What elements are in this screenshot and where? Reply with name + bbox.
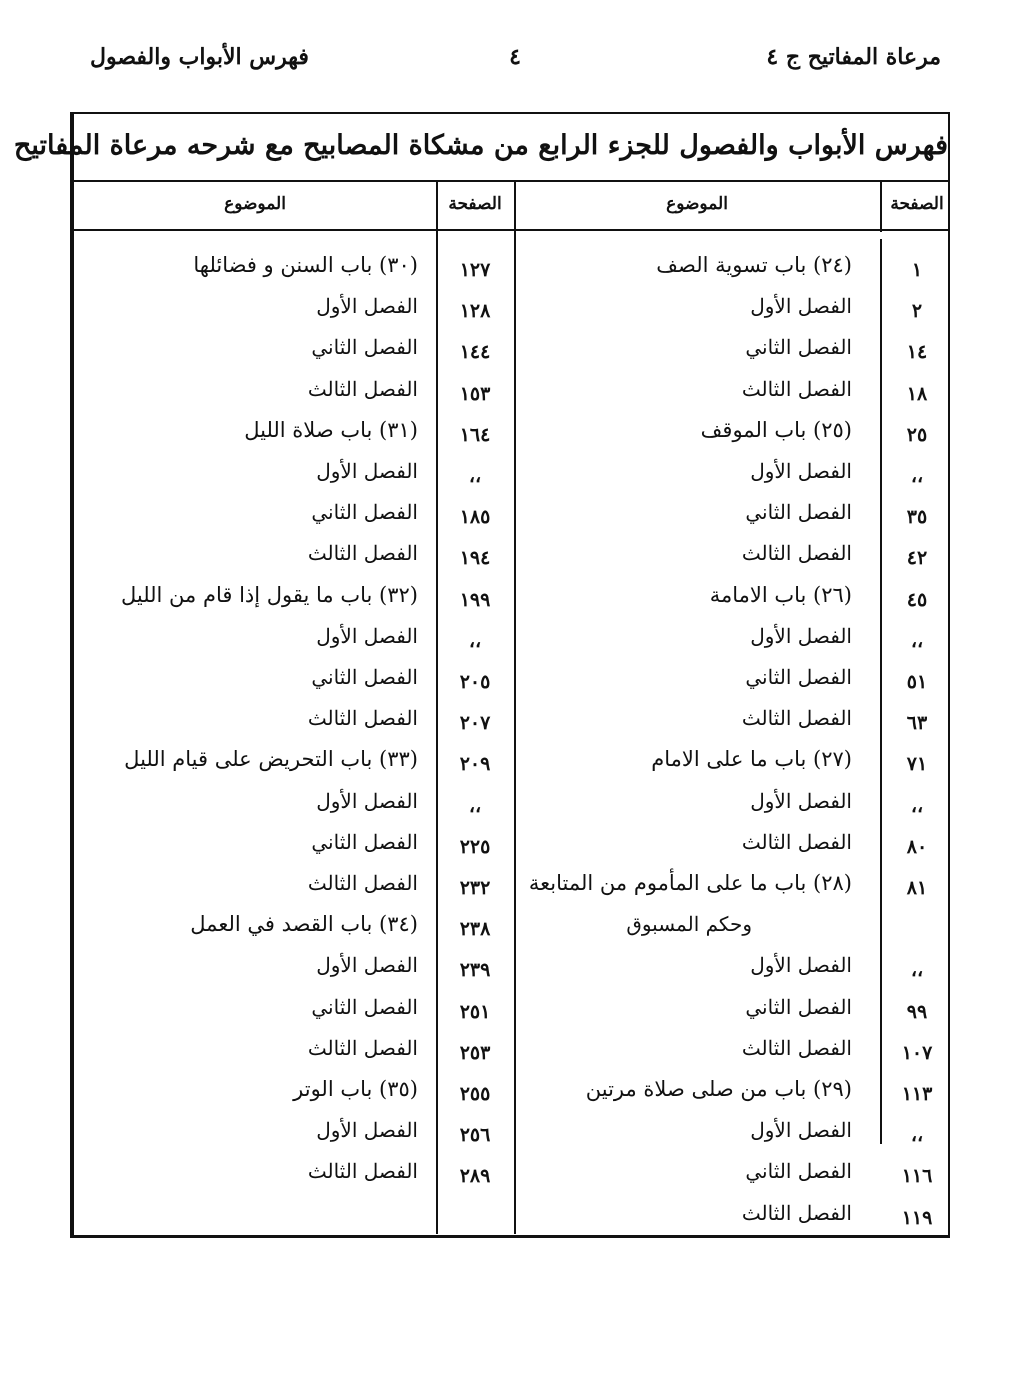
section-title: الفصل الأول (750, 1118, 852, 1143)
index-entry (74, 1034, 948, 1074)
entry-page-number: ،، (468, 794, 482, 817)
entry-page-number: ١٨٥ (459, 506, 491, 529)
section-title: الفصل الثالث (307, 871, 418, 895)
chapter-title: (٢٥) باب الموقف (700, 417, 852, 442)
entry-page-number: ٢٣٨ (459, 918, 491, 941)
entry-page-number: ٤٢ (906, 547, 928, 570)
section-title: الفصل الثاني (311, 994, 418, 1019)
section-title: الفصل الثالث (741, 1200, 852, 1225)
index-entry (74, 993, 948, 1033)
section-title: الفصل الثاني (745, 335, 852, 360)
section-title: الفصل الثاني (311, 500, 418, 525)
chapter-title-continuation: وحكم المسبوق (626, 912, 752, 937)
section-title: الفصل الثاني (311, 829, 418, 854)
chapter-title: (٢٦) باب الامامة (709, 582, 852, 607)
section-title: الفصل الثالث (741, 706, 852, 731)
section-title: الفصل الأول (316, 294, 418, 319)
chapter-title: (٣٣) باب التحريض على قيام الليل (124, 747, 418, 772)
col-header-page-left: الصفحة (448, 194, 502, 214)
index-entry (74, 457, 948, 497)
entry-page-number: ١٠٧ (901, 1041, 933, 1064)
entry-page-number: ١٢٨ (459, 300, 491, 323)
index-entry (74, 416, 948, 456)
section-title: الفصل الأول (750, 953, 852, 978)
index-table (13, 112, 950, 1238)
section-title: الفصل الأول (750, 459, 852, 483)
index-entry (74, 1199, 948, 1239)
chapter-title: (٣٠) باب السنن و فضائلها (193, 253, 418, 277)
section-title: الفصل الأول (316, 623, 418, 648)
section-title: الفصل الأول (750, 294, 852, 319)
chapter-title: (٢٨) باب ما على المأموم من المتابعة (528, 871, 852, 895)
section-title: الفصل الثالث (307, 706, 418, 731)
entry-page-number: ٢٠٧ (459, 712, 491, 735)
entry-page-number: ٥١ (906, 671, 928, 693)
col-header-topic-right: الموضوع (666, 194, 728, 214)
table-title: فهرس الأبواب والفصول للجزء الرابع من مشكاة المصابيح مع شرحه مرعاة المفاتيح (13, 130, 948, 161)
index-entry (74, 828, 948, 868)
section-title: الفصل الثاني (745, 665, 852, 689)
entry-page-number: ١٤٤ (459, 341, 491, 364)
entry-page-number: ،، (910, 465, 924, 487)
entry-page-number: ١١٩ (901, 1206, 933, 1229)
section-title: الفصل الأول (316, 953, 418, 978)
entry-page-number: ٢٠٩ (459, 753, 491, 776)
index-entry (74, 1116, 948, 1156)
entry-page-number: ٨٠ (906, 835, 928, 858)
index-entry (74, 333, 948, 373)
entry-page-number: ٢٣٢ (459, 877, 491, 899)
entry-page-number: ٦٣ (906, 712, 928, 735)
chapter-title: (٣٤) باب القصد في العمل (190, 912, 418, 937)
index-entry (74, 581, 948, 621)
index-entry (74, 910, 948, 950)
index-entry (74, 787, 948, 827)
entry-page-number: ١٨ (906, 382, 928, 405)
chapter-title: (٢٧) باب ما على الامام (651, 747, 852, 772)
entry-page-number: ،، (910, 1124, 924, 1147)
section-title: الفصل الثالث (307, 1035, 418, 1060)
title-divider (74, 180, 948, 182)
section-title: الفصل الثالث (307, 1159, 418, 1184)
col-header-topic-left: الموضوع (224, 194, 286, 214)
entry-page-number: ٢٣٩ (459, 959, 491, 982)
entry-page-number: ،، (468, 465, 482, 487)
section-title: الفصل الأول (750, 788, 852, 813)
entry-page-number: ١٤ (906, 341, 928, 364)
entry-page-number: ٤٥ (906, 588, 928, 611)
section-title: الفصل الثاني (311, 665, 418, 689)
index-entry (74, 663, 948, 703)
entry-page-number: ،، (910, 794, 924, 817)
index-entry (74, 951, 948, 991)
index-entry (74, 622, 948, 662)
entry-page-number: ١٩٤ (459, 547, 491, 570)
section-title: الفصل الثالث (741, 541, 852, 566)
entry-page-number: ١١٦ (901, 1165, 933, 1188)
entry-page-number: ٢٥٣ (459, 1041, 491, 1064)
col-header-page-right: الصفحة (890, 194, 944, 214)
section-title: الفصل الثاني (745, 500, 852, 525)
entry-page-number: ١٥٣ (459, 382, 491, 405)
index-entry (74, 1075, 948, 1115)
entry-page-number: ١٢٧ (459, 259, 491, 281)
section-title: الفصل الثالث (307, 376, 418, 401)
section-title: الفصل الثالث (307, 541, 418, 566)
entry-page-number: ٢ (911, 300, 923, 323)
section-title: الفصل الأول (316, 459, 418, 483)
entry-page-number: ٢٥١ (459, 1000, 491, 1023)
index-entry (74, 869, 948, 909)
entry-page-number: ٣٥ (906, 506, 928, 529)
index-entry (74, 375, 948, 415)
index-entry (74, 539, 948, 579)
entry-page-number: ٢٥٥ (459, 1083, 491, 1105)
section-title: الفصل الأول (316, 1118, 418, 1143)
entry-page-number: ١٩٩ (459, 588, 491, 611)
entry-page-number: ،، (468, 629, 482, 652)
entry-page-number: ٨١ (906, 877, 928, 899)
chapter-title: (٢٩) باب من صلى صلاة مرتين (585, 1077, 852, 1101)
entry-page-number: ٢٥ (906, 423, 928, 446)
chapter-title: (٣٢) باب ما يقول إذا قام من الليل (120, 582, 418, 607)
running-header-book: مرعاة المفاتيح ج ٤ (766, 44, 941, 70)
index-entry (74, 704, 948, 744)
entry-page-number: ٢٨٩ (459, 1165, 491, 1188)
entry-page-number: ١٦٤ (459, 423, 491, 446)
entry-page-number: ١ (911, 259, 923, 281)
entry-page-number: ٢٢٥ (459, 835, 491, 858)
section-title: الفصل الثاني (745, 994, 852, 1019)
section-title: الفصل الأول (316, 788, 418, 813)
section-title: الفصل الأول (750, 623, 852, 648)
section-title: الفصل الثالث (741, 376, 852, 401)
entry-page-number: ،، (910, 629, 924, 652)
index-entry (74, 498, 948, 538)
header-divider (74, 229, 948, 231)
index-entry (74, 292, 948, 332)
entry-page-number: ٢٥٦ (459, 1124, 491, 1147)
entry-page-number: ٧١ (906, 753, 928, 776)
index-entry (74, 745, 948, 785)
index-entry (74, 251, 948, 291)
section-title: الفصل الثالث (741, 1035, 852, 1060)
section-title: الفصل الثاني (311, 335, 418, 360)
entry-page-number: ١١٣ (901, 1083, 933, 1105)
chapter-title: (٣١) باب صلاة الليل (244, 417, 418, 442)
entry-page-number: ٩٩ (906, 1000, 928, 1023)
page-number: ٤ (509, 44, 521, 70)
chapter-title: (٢٤) باب تسوية الصف (656, 253, 852, 277)
section-title: الفصل الثاني (745, 1159, 852, 1184)
index-entry (74, 1157, 948, 1197)
section-title: الفصل الثالث (741, 829, 852, 854)
entry-page-number: ،، (910, 959, 924, 982)
chapter-title: (٣٥) باب الوتر (293, 1077, 418, 1101)
running-header-section: فهرس الأبواب والفصول (90, 44, 309, 70)
entry-page-number: ٢٠٥ (459, 671, 491, 693)
